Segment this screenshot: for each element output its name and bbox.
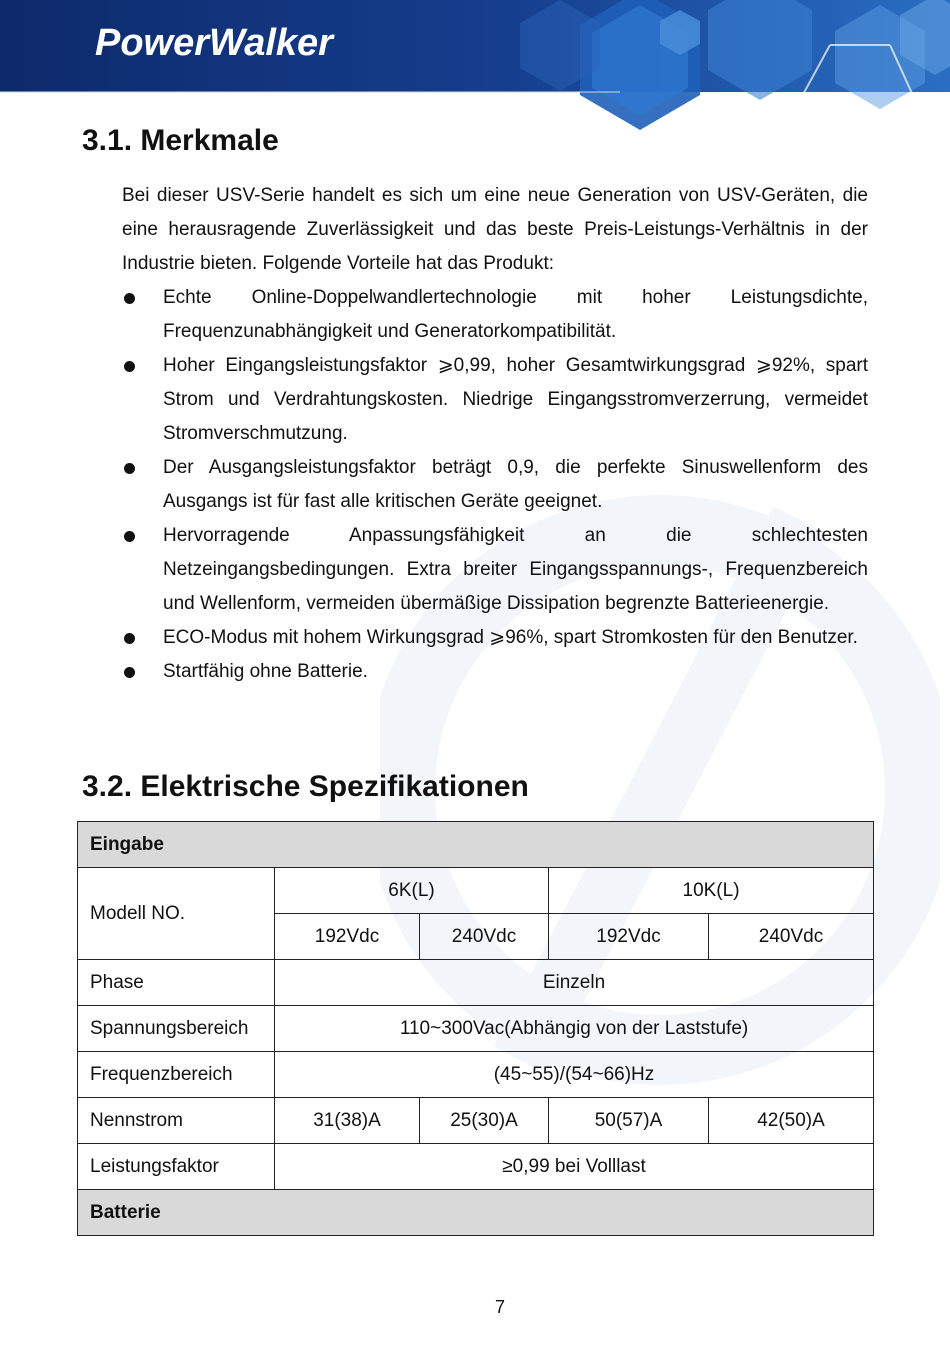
row-label: Phase bbox=[78, 960, 275, 1006]
table-row bbox=[78, 868, 874, 914]
table-row bbox=[78, 1052, 874, 1098]
features-intro: Bei dieser USV-Serie handelt es sich um eine neue Generation von USV-Geräten, die eine herausragende Zuverlässigkeit und das beste Preis-Leistungs-Verhältnis in der Industrie bieten. Folgende Vorteile hat das Produkt: bbox=[122, 185, 868, 274]
model-cell: 6K(L) bbox=[275, 868, 549, 914]
feature-item bbox=[122, 621, 868, 655]
bullet-icon bbox=[124, 633, 135, 644]
row-value: 50(57)A bbox=[549, 1098, 709, 1144]
row-value: ≥0,99 bei Volllast bbox=[275, 1144, 874, 1190]
table-row bbox=[78, 960, 874, 1006]
battery-voltage-cell: 192Vdc bbox=[549, 914, 709, 960]
section-input-label: Eingabe bbox=[78, 822, 874, 868]
model-cell: 10K(L) bbox=[549, 868, 874, 914]
table-row bbox=[78, 1006, 874, 1052]
table-section-row bbox=[78, 822, 874, 868]
section-title-specs: 3.2. Elektrische Spezifikationen bbox=[82, 770, 529, 803]
feature-text: Hoher Eingangsleistungsfaktor ⩾0,99, hoher Gesamtwirkungsgrad ⩾92%, spart Strom und Verdrahtungskosten. Niedrige Eingangsstromverzerrung, vermeidet Stromverschmutzung. bbox=[163, 355, 868, 444]
bullet-icon bbox=[124, 361, 135, 372]
row-label: Spannungsbereich bbox=[78, 1006, 275, 1052]
feature-item bbox=[122, 281, 868, 349]
feature-text: Echte Online-Doppelwandlertechnologie mit hoher Leistungsdichte, Frequenzunabhängigkeit und Generatorkompatibilität. bbox=[163, 287, 868, 342]
header-banner bbox=[0, 0, 950, 130]
features-list bbox=[122, 281, 868, 689]
feature-item bbox=[122, 451, 868, 519]
row-value: 25(30)A bbox=[420, 1098, 549, 1144]
model-label: Modell NO. bbox=[78, 868, 275, 960]
feature-text: Der Ausgangsleistungsfaktor beträgt 0,9, die perfekte Sinuswellenform des Ausgangs ist für fast alle kritischen Geräte geeignet. bbox=[163, 457, 868, 512]
header-banner-graphic bbox=[0, 0, 950, 130]
row-label: Frequenzbereich bbox=[78, 1052, 275, 1098]
feature-text: Hervorragende Anpassungsfähigkeit an die schlechtesten Netzeingangsbedingungen. Extra breiter Eingangsspannungs-, Frequenzbereich und Wellenform, vermeiden übermäßige Dissipation begrenzte Batterieenergie. bbox=[163, 525, 868, 614]
row-value: 42(50)A bbox=[709, 1098, 874, 1144]
feature-item bbox=[122, 349, 868, 451]
battery-voltage-cell: 240Vdc bbox=[709, 914, 874, 960]
battery-voltage-cell: 192Vdc bbox=[275, 914, 420, 960]
feature-text: ECO-Modus mit hohem Wirkungsgrad ⩾96%, spart Stromkosten für den Benutzer. bbox=[163, 627, 858, 648]
row-value: Einzeln bbox=[275, 960, 874, 1006]
table-row bbox=[78, 1098, 874, 1144]
feature-item bbox=[122, 519, 868, 621]
feature-item bbox=[122, 655, 868, 689]
logo: PowerWalker bbox=[95, 22, 333, 64]
row-value: (45~55)/(54~66)Hz bbox=[275, 1052, 874, 1098]
section-title-features: 3.1. Merkmale bbox=[82, 124, 279, 157]
table-section-row bbox=[78, 1190, 874, 1236]
feature-text: Startfähig ohne Batterie. bbox=[163, 661, 368, 682]
battery-voltage-cell: 240Vdc bbox=[420, 914, 549, 960]
section-battery-label: Batterie bbox=[78, 1190, 874, 1236]
bullet-icon bbox=[124, 531, 135, 542]
spec-table bbox=[77, 821, 874, 1236]
page-number: 7 bbox=[494, 1297, 505, 1317]
bullet-icon bbox=[124, 667, 135, 678]
row-value: 110~300Vac(Abhängig von der Laststufe) bbox=[275, 1006, 874, 1052]
row-label: Leistungsfaktor bbox=[78, 1144, 275, 1190]
row-value: 31(38)A bbox=[275, 1098, 420, 1144]
bullet-icon bbox=[124, 463, 135, 474]
row-label: Nennstrom bbox=[78, 1098, 275, 1144]
table-row bbox=[78, 1144, 874, 1190]
bullet-icon bbox=[124, 293, 135, 304]
